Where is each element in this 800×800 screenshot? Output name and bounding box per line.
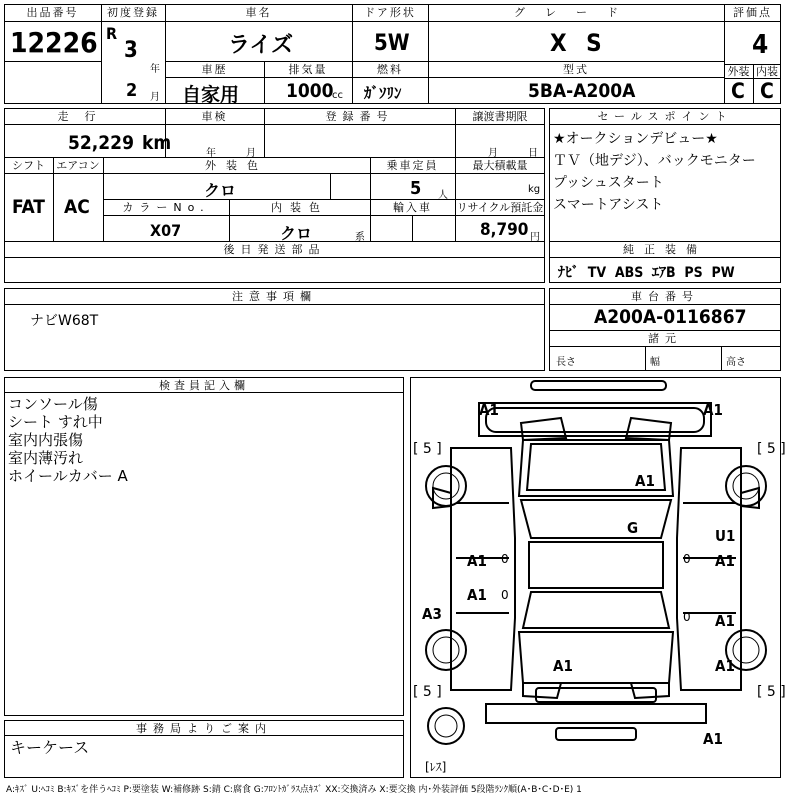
office-label: 事務局よりご案内 xyxy=(136,722,272,735)
door-type: 5W xyxy=(374,31,410,56)
divider xyxy=(645,346,646,371)
month-unit: 月 xyxy=(150,92,160,103)
model-label: 型式 xyxy=(563,63,589,76)
equipment-label: 純正装備 xyxy=(623,243,707,256)
damage-mark: A1 xyxy=(553,657,573,675)
transfer-day-unit: 日 xyxy=(528,148,538,159)
sales-point-2: ＴＶ（地デジ）、バックモニター xyxy=(553,153,756,169)
divider xyxy=(721,346,722,371)
divider xyxy=(352,4,353,104)
inspector-remark-5: ホイールカバー A xyxy=(8,467,128,485)
divider xyxy=(549,330,781,331)
door-handle-mark: 0 xyxy=(501,588,509,602)
divider xyxy=(4,304,545,305)
exterior-color: クロ xyxy=(204,181,237,200)
divider xyxy=(549,346,781,347)
door-handle-mark: 0 xyxy=(501,552,509,566)
divider xyxy=(549,304,781,305)
color-number: X07 xyxy=(150,221,182,240)
damage-mark: G xyxy=(627,519,639,537)
shift: FAT xyxy=(12,196,45,218)
max-load-label: 最大積載量 xyxy=(472,159,528,172)
divider xyxy=(4,257,545,258)
divider xyxy=(549,124,781,125)
inspector-label: 検査員記入欄 xyxy=(159,379,249,392)
interior-color: クロ xyxy=(280,224,313,243)
interior-color-label: 内装色 xyxy=(271,201,328,214)
history: 自家用 xyxy=(182,84,240,106)
damage-mark: A1 xyxy=(635,472,655,490)
lot-number: 12226 xyxy=(10,26,98,59)
first-registration-label: 初度登録 xyxy=(107,6,159,19)
inspector-remark-1: コンソール傷 xyxy=(8,395,98,413)
exterior-color-label: 外装色 xyxy=(205,159,268,172)
transfer-deadline-label: 譲渡書期限 xyxy=(472,110,528,123)
registration-month: 2 xyxy=(126,80,138,101)
damage-mark: A1 xyxy=(715,612,735,630)
sales-point-1: ★オークションデビュー★ xyxy=(553,131,718,147)
inspection-year-unit: 年 xyxy=(206,148,216,159)
inspector-remark-3: 室内内張傷 xyxy=(8,431,84,449)
door-handle-mark: 0 xyxy=(683,552,691,566)
spare-tire-mark: [ﾚｽ] xyxy=(425,760,447,774)
legend: A:ｷｽﾞ U:ﾍｺﾐ B:ｷｽﾞを伴うﾍｺﾐ P:要塗装 W:補修跡 S:錆 C:腐食 G:ﾌﾛﾝﾄｶﾞﾗｽ点ｷｽﾞ XX:交換済み X:要交換 内･外装評価 5段階ﾗﾝｸ順(A･B･C･D･E) 1 xyxy=(6,785,582,795)
score: 4 xyxy=(752,30,769,60)
damage-mark: A1 xyxy=(479,401,499,419)
height-label: 高さ xyxy=(726,357,746,368)
damage-mark: A1 xyxy=(715,552,735,570)
damage-mark: A3 xyxy=(422,605,442,623)
damage-mark: A1 xyxy=(467,552,487,570)
inspector-remark-2: シート すれ中 xyxy=(8,413,103,431)
notes-text: ナビW68T xyxy=(30,313,99,329)
inspection-month-unit: 月 xyxy=(246,148,256,159)
transfer-month-unit: 月 xyxy=(488,148,498,159)
displacement: 1000 xyxy=(286,80,334,102)
divider xyxy=(4,61,101,62)
inspection-label: 車検 xyxy=(201,110,228,123)
displacement-unit: cc xyxy=(332,90,343,101)
damage-mark: A1 xyxy=(467,586,487,604)
history-label: 車歴 xyxy=(201,63,228,76)
door-type-label: ドア形状 xyxy=(364,6,416,19)
tire-tread-mark: [ 5 ] xyxy=(757,441,786,457)
door-handle-mark: 0 xyxy=(683,610,691,624)
divider xyxy=(165,4,166,104)
recycle-label: リサイクル預託金 xyxy=(456,201,544,214)
fuel: ｶﾞｿﾘﾝ xyxy=(364,84,402,102)
lot-number-label: 出品番号 xyxy=(26,6,79,19)
color-number-label: カラーNo. xyxy=(122,201,210,214)
divider xyxy=(549,241,781,242)
era: R xyxy=(106,24,118,43)
divider xyxy=(412,215,413,241)
divider xyxy=(4,21,781,22)
car-outline xyxy=(411,378,782,779)
tire-tread-mark: [ 5 ] xyxy=(413,684,442,700)
tire-tread-mark: [ 5 ] xyxy=(757,684,786,700)
divider xyxy=(4,735,404,736)
interior-grade: C xyxy=(760,79,774,103)
recycle-unit: 円 xyxy=(530,232,540,243)
import-label: 輸入車 xyxy=(393,201,432,214)
divider xyxy=(103,199,545,200)
equipment-items: ﾅﾋﾞ TV ABS ｴｱB PS PW xyxy=(558,265,735,281)
divider xyxy=(549,257,781,258)
exterior-label: 外装 xyxy=(727,65,750,78)
later-parts-label: 後日発送部品 xyxy=(223,243,326,256)
capacity-unit: 人 xyxy=(438,190,448,201)
exterior-grade: C xyxy=(731,79,745,103)
chassis-number: A200A-0116867 xyxy=(594,306,747,328)
mileage-label: 走行 xyxy=(57,110,112,123)
mileage: 52,229 xyxy=(68,132,134,154)
year-unit: 年 xyxy=(150,64,160,75)
mileage-unit: km xyxy=(142,132,172,154)
interior-label: 内装 xyxy=(756,65,778,78)
sales-point-4: スマートアシスト xyxy=(553,197,664,213)
aircon: AC xyxy=(64,196,90,218)
divider xyxy=(4,124,545,125)
divider xyxy=(165,61,724,62)
divider xyxy=(4,157,545,158)
fuel-label: 燃料 xyxy=(377,63,403,76)
width-label: 幅 xyxy=(650,357,660,368)
car-diagram xyxy=(410,377,786,778)
divider xyxy=(103,215,545,216)
length-label: 長さ xyxy=(556,357,576,368)
dimensions-label: 諸元 xyxy=(648,332,682,345)
registration-number-label: 登録番号 xyxy=(325,110,394,123)
divider xyxy=(165,77,724,78)
damage-mark: A1 xyxy=(715,657,735,675)
divider xyxy=(4,173,545,174)
model: 5BA-A200A xyxy=(528,80,636,102)
shift-label: シフト xyxy=(12,159,45,172)
inspector-remark-4: 室内薄汚れ xyxy=(8,449,84,467)
car-name-label: 車名 xyxy=(245,6,272,19)
displacement-label: 排気量 xyxy=(288,63,328,76)
damage-mark: U1 xyxy=(715,527,736,545)
car-name: ライズ xyxy=(228,33,294,58)
aircon-label: エアコン xyxy=(56,159,100,172)
office-text: キーケース xyxy=(10,738,90,757)
max-load-unit: kg xyxy=(528,184,541,195)
divider xyxy=(101,4,102,104)
capacity: 5 xyxy=(410,178,422,199)
capacity-label: 乗車定員 xyxy=(386,159,439,172)
score-label: 評価点 xyxy=(733,6,772,19)
registration-year: 3 xyxy=(124,38,138,63)
grade-label: グレード xyxy=(514,6,638,19)
divider xyxy=(4,392,404,393)
interior-color-unit: 系 xyxy=(355,232,365,243)
grade: X S xyxy=(550,29,608,57)
damage-mark: A1 xyxy=(703,730,723,748)
divider xyxy=(330,173,331,199)
sales-points-label: セールスポイント xyxy=(597,110,733,123)
sales-point-3: プッシュスタート xyxy=(553,175,664,191)
tire-tread-mark: [ 5 ] xyxy=(413,441,442,457)
divider xyxy=(724,4,725,104)
chassis-label: 車台番号 xyxy=(631,290,699,303)
damage-mark: A1 xyxy=(703,401,723,419)
divider xyxy=(4,241,545,242)
notes-label: 注意事項欄 xyxy=(232,290,317,303)
recycle-fee: 8,790 xyxy=(480,220,529,240)
